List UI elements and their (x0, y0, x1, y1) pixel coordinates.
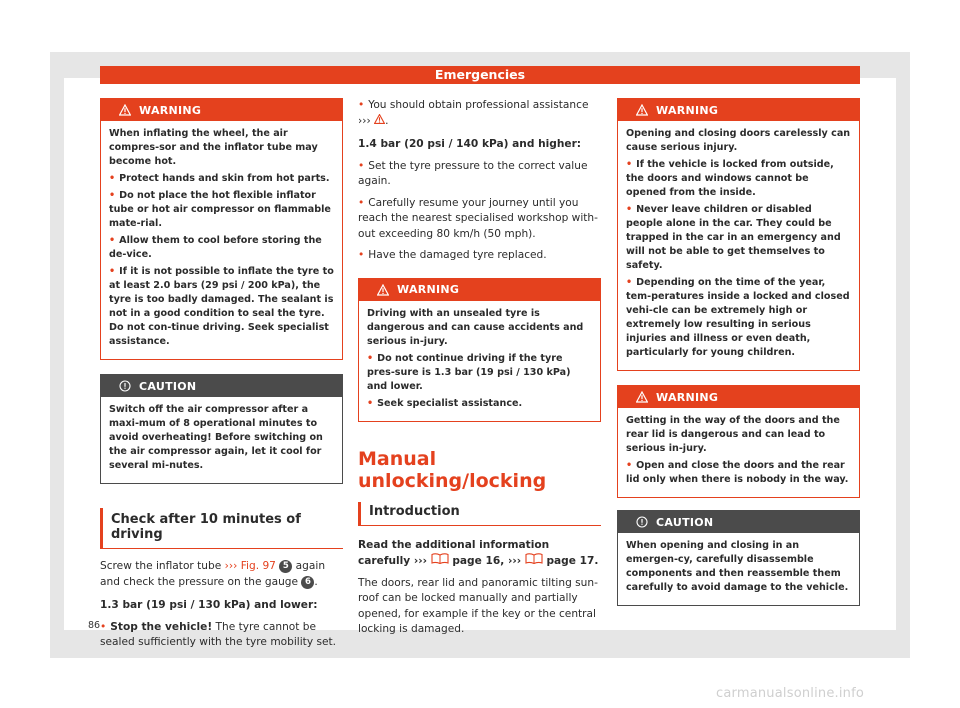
bullet-icon: • (109, 266, 116, 277)
warning-label: WARNING (139, 103, 202, 117)
info-circle-icon (636, 516, 648, 528)
warning-item: Do not continue driving if the tyre pres-sure is 1.3 bar (19 psi / 130 kPa) and lower. (367, 352, 571, 392)
sub-heading: 1.3 bar (19 psi / 130 kPa) and lower: (100, 599, 318, 611)
warning-triangle-icon (636, 391, 648, 403)
info-circle-icon (119, 380, 131, 392)
bullet-icon: • (358, 196, 365, 209)
bullet-icon: • (109, 173, 116, 184)
chapter-header: Emergencies (100, 66, 860, 84)
bullet-icon: • (367, 397, 374, 409)
warning-box (358, 278, 601, 422)
column-3 (617, 98, 860, 606)
caution-header (618, 511, 859, 533)
warning-item: Open and close the doors and the rear lid only when there is nobody in the way. (626, 460, 849, 485)
warning-item: Allow them to cool before storing the de-vice. (109, 235, 322, 260)
caution-label: CAUTION (139, 379, 197, 393)
chapter-title: Manual unlocking/locking (358, 447, 547, 492)
list-item: Set the tyre pressure to the correct value again. (358, 159, 588, 187)
list-item: Carefully resume your journey until you reach the nearest specialised workshop with-out exceeding 80 km/h (50 mph). (358, 196, 598, 240)
caution-text: When opening and closing in an emergen-cy, carefully disassemble components and then reassemble them carefully to avoid damage to the vehicle. (626, 540, 849, 593)
caution-box (100, 374, 343, 484)
warning-triangle-icon (636, 104, 648, 116)
column-2 (358, 98, 601, 644)
list-item: Have the damaged tyre replaced. (368, 249, 547, 261)
bullet-icon: • (109, 190, 116, 201)
section-heading: Check after 10 minutes of driving (100, 508, 343, 549)
paragraph: Screw the inflator tube ››› Fig. 97 5 again and check the pressure on the gauge 6 . (100, 560, 326, 588)
warning-item: If it is not possible to inflate the tyre to at least 2.0 bars (29 psi / 200 kPa), the tyre is too badly damaged. The sealant is not in a good condition to seal the tyre. Do not con-tinue driving. Seek specialist assistance. (109, 266, 334, 347)
warning-box (100, 98, 343, 360)
paragraph: The doors, rear lid and panoramic tilting sun-roof can be locked manually and partially opened, for example if the key or the central locking is damaged. (358, 576, 598, 635)
bullet-icon: • (626, 159, 633, 170)
section-heading: Introduction (358, 502, 601, 526)
warning-item: If the vehicle is locked from outside, the doors and windows cannot be opened from the inside. (626, 159, 834, 198)
caution-text: Switch off the air compressor after a maxi-mum of 8 operational minutes to avoid overheating! Before switching on the air compressor again, let it cool for several mi-nutes. (109, 404, 323, 471)
bullet-icon: • (109, 235, 116, 246)
sub-heading: 1.4 bar (20 psi / 140 kPa) and higher: (358, 138, 582, 150)
warning-item: Protect hands and skin from hot parts. (119, 173, 330, 184)
warning-intro: When inflating the wheel, the air compres-sor and the inflator tube may become hot. (109, 128, 318, 167)
bullet-icon: • (358, 249, 365, 261)
warning-triangle-icon (377, 284, 389, 296)
warning-header (101, 99, 342, 121)
book-icon[interactable] (431, 555, 449, 567)
caution-box (617, 510, 860, 606)
bullet-icon: • (626, 277, 633, 288)
caution-label: CAUTION (656, 515, 714, 529)
callout-number: 5 (279, 560, 292, 573)
bullet-icon: • (367, 352, 374, 364)
warning-label: WARNING (656, 390, 719, 404)
paragraph: • Stop the vehicle! The tyre cannot be sealed sufficiently with the tyre mobility set. (100, 620, 337, 648)
paragraph: • You should obtain professional assistance ››› . (358, 99, 589, 127)
callout-number: 6 (301, 576, 314, 589)
warning-intro: Opening and closing doors carelessly can cause serious injury. (626, 128, 851, 153)
bullet-icon: • (358, 159, 365, 172)
bullet-icon: • (100, 620, 107, 633)
warning-header (618, 99, 859, 121)
warning-item: Seek specialist assistance. (377, 397, 523, 409)
warning-box (617, 98, 860, 371)
warning-intro: Driving with an unsealed tyre is dangerous and can cause accidents and serious in-jury. (367, 307, 584, 347)
warning-header (618, 386, 859, 408)
warning-header (359, 279, 600, 301)
warning-item: Do not place the hot flexible inflator tube or hot air compressor on flammable mate-rial. (109, 190, 331, 229)
warning-intro: Getting in the way of the doors and the rear lid is dangerous and can lead to serious in-jury. (626, 415, 840, 454)
warning-triangle-icon (119, 104, 131, 116)
watermark: carmanualsonline.info (716, 686, 865, 701)
book-icon[interactable] (525, 555, 543, 567)
warning-box (617, 385, 860, 498)
caution-header (101, 375, 342, 397)
warning-triangle-icon (374, 115, 385, 127)
warning-label: WARNING (397, 283, 460, 296)
column-1 (100, 98, 343, 657)
bullet-icon: • (626, 460, 633, 471)
figure-link[interactable]: ››› Fig. 97 (224, 560, 276, 572)
warning-item: Never leave children or disabled people alone in the car. They could be trapped in the car in an emergency and will not be able to get themselves to safety. (626, 204, 841, 271)
bullet-icon: • (626, 204, 633, 215)
page-number: 86 (88, 620, 101, 631)
warning-label: WARNING (656, 103, 719, 117)
warning-item: Depending on the time of the year, tem-peratures inside a locked and closed vehi-cle can be extremely high or extremely low resulting in serious injuries and illness or even death, particularly for young children. (626, 277, 850, 358)
bullet-icon: • (358, 99, 365, 111)
paragraph: Read the additional information carefully ››› page 16, ››› page 17. (358, 538, 599, 567)
